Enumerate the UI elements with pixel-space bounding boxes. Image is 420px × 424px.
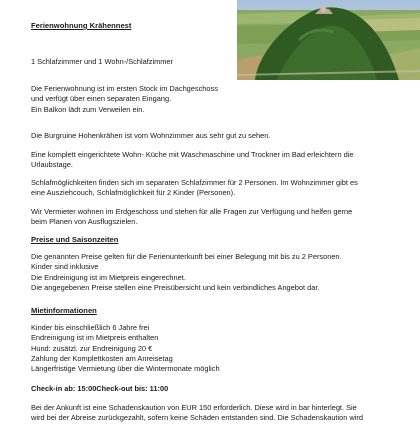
intro-paragraph <box>31 84 218 115</box>
intro-line: Die Ferienwohnung ist im ersten Stock im Dachgeschoss <box>31 84 218 93</box>
prices-line: Kinder sind inklusive <box>31 262 99 272</box>
rental-info-line: Kinder bis einschließlich 6 Jahre frei <box>31 323 150 332</box>
prices-heading: Preise und Saisonzeiten <box>31 235 119 244</box>
view-paragraph: Die Burgruine Hohenkrähen ist vom Wohnzimmer aus sehr gut zu sehen. <box>31 131 271 140</box>
prices-line: Die genannten Preise gelten für die Ferienunterkunft bei einer Belegung mit bis zu 2 Personen. <box>31 252 342 261</box>
hosts-line: beim Planen von Ausflugszielen. <box>31 217 138 227</box>
rental-info-line: Zahlung der Komplettkosten am Anreisetag <box>31 353 173 363</box>
kitchen-line: Urlaubstage. <box>31 160 73 170</box>
rental-info-list <box>31 323 220 374</box>
listing-title: Ferienwohnung Krähennest <box>31 21 132 30</box>
aerial-landscape-image <box>237 0 420 80</box>
prices-paragraph <box>31 252 342 293</box>
deposit-line: wird bei der Abreise zurückgezahlt, sofern keine Schäden entstanden sind. Die Schadenskaution wird <box>31 413 363 423</box>
hosts-line: Wir Vermieter wohnen im Erdgeschoss und stehen für alle Fragen zur Verfügung und helfen gerne <box>31 207 353 216</box>
deposit-line: Bei der Ankunft ist eine Schadenskaution von EUR 150 erforderlich. Diese wird in bar hinterlegt. Sie <box>31 403 357 412</box>
castle-hill-photo <box>237 0 420 80</box>
intro-line: und verfügt über einen separaten Eingang. <box>31 94 172 104</box>
intro-line: Ein Balkon lädt zum Verweilen ein. <box>31 104 145 114</box>
deposit-paragraph <box>31 403 363 424</box>
prices-line: Die angegebenen Preise stellen eine Preisübersicht und kein verbindliches Angebot dar. <box>31 282 320 292</box>
rental-info-line: Endreinigung ist im Mietpreis enthalten <box>31 333 159 343</box>
kitchen-line: Eine komplett eingerichtete Wohn- Küche mit Waschmaschine und Trockner im Bad erleichtern die <box>31 150 354 159</box>
prices-line: Die Endreinigung ist im Mietpreis eingerechnet. <box>31 272 186 282</box>
checkin-checkout-times: Check-in ab: 15:00Check-out bis: 11:00 <box>31 384 169 393</box>
sleeping-paragraph <box>31 178 358 199</box>
rental-info-heading: Mietinformationen <box>31 306 97 315</box>
rental-info-line: Hund: zusätzl. zur Endreinigung 20 € <box>31 343 153 353</box>
sleeping-line: Schlafmöglichkeiten finden sich im separaten Schlafzimmer für 2 Personen. Im Wohnzimmer gibt es <box>31 178 358 187</box>
hosts-paragraph <box>31 207 352 228</box>
rental-info-line: Längerfristige Vermietung über die Wintermonate möglich <box>31 364 220 374</box>
kitchen-paragraph <box>31 150 353 171</box>
rooms-summary: 1 Schlafzimmer und 1 Wohn-/Schlafzimmer <box>31 57 173 66</box>
sleeping-line: eine Ausziehcouch, Schlafmöglichkeit für 2 Kinder (Personen). <box>31 188 236 198</box>
